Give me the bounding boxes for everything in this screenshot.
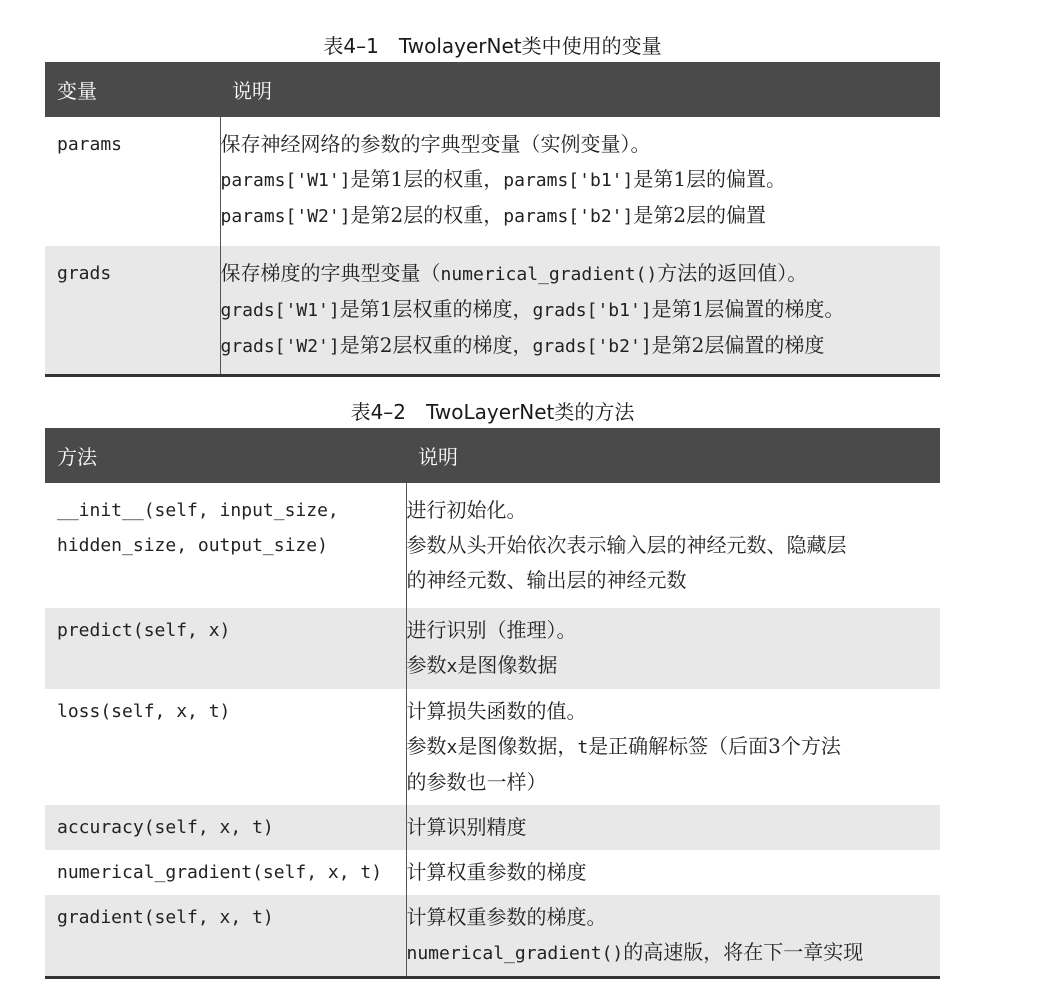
description-line — [407, 648, 941, 684]
text-fragment: 保存神经网络的参数的字典型变量（实例变量）。 — [220, 132, 651, 156]
variable-name: params — [57, 134, 123, 155]
text-fragment: 的高速版，将在下一章实现 — [623, 940, 864, 964]
code-fragment: grads['W2'] — [220, 336, 340, 357]
method-name-cell — [45, 483, 406, 608]
code-fragment: params['W2'] — [220, 206, 351, 227]
method-name-cell — [45, 895, 406, 978]
table-header-row — [45, 428, 940, 483]
table-row — [45, 805, 940, 850]
text-fragment: 是正确解标签（后面3个方法 — [588, 734, 841, 758]
text-fragment: 参数 — [406, 734, 447, 758]
method-signature: predict(self, x) — [57, 620, 231, 641]
table-row — [45, 608, 940, 689]
code-fragment: params['b1'] — [503, 170, 634, 191]
method-description-cell — [406, 850, 940, 895]
method-signature: __init__(self, input_size, — [57, 500, 339, 521]
text-fragment: 方法的返回值）。 — [657, 261, 808, 285]
text-fragment: 是第2层的权重， — [350, 203, 504, 227]
code-fragment: params['b2'] — [503, 206, 634, 227]
method-signature: accuracy(self, x, t) — [57, 817, 274, 838]
text-fragment: 是第1层的偏置。 — [633, 167, 787, 191]
text-fragment: 是第1层的权重， — [350, 167, 504, 191]
text-fragment: 是第1层偏置的梯度。 — [651, 297, 845, 321]
table2-caption: 表4–2 TwoLayerNet类的方法 — [350, 400, 635, 424]
variables-table — [45, 62, 940, 377]
text-fragment: 进行识别（推理）。 — [406, 618, 577, 642]
method-name-cell — [45, 850, 406, 895]
column-header-variable: 变量 — [45, 62, 220, 117]
text-fragment: 进行初始化。 — [406, 498, 527, 522]
code-fragment: t — [577, 737, 589, 758]
text-fragment: 参数从头开始依次表示输入层的神经元数、隐藏层 — [406, 533, 847, 557]
description-line — [407, 694, 941, 729]
table-row — [45, 850, 940, 895]
description-line — [407, 765, 941, 800]
column-header-description: 说明 — [220, 62, 940, 117]
text-fragment: 计算权重参数的梯度 — [406, 860, 587, 884]
text-fragment: 是图像数据， — [457, 734, 578, 758]
description-line — [407, 900, 941, 935]
description-line — [407, 855, 941, 890]
text-fragment: 计算损失函数的值。 — [406, 699, 587, 723]
method-description-cell — [406, 805, 940, 850]
variable-description-cell — [220, 117, 940, 246]
text-fragment: 的参数也一样） — [406, 770, 547, 794]
text-fragment: 的神经元数、输出层的神经元数 — [406, 568, 687, 592]
code-fragment: grads['W1'] — [220, 300, 340, 321]
code-fragment: x — [446, 737, 458, 758]
method-name-cell — [45, 689, 406, 805]
code-fragment: x — [446, 656, 458, 677]
text-fragment: 是第2层权重的梯度， — [339, 333, 533, 357]
code-fragment: numerical_gradient() — [406, 943, 624, 964]
description-line — [221, 127, 941, 162]
method-name-cell — [45, 805, 406, 850]
column-header-description: 说明 — [406, 428, 940, 483]
table-row — [45, 895, 940, 978]
variable-name-cell — [45, 117, 220, 246]
method-description-cell — [406, 689, 940, 805]
description-line — [407, 935, 941, 971]
description-line — [221, 198, 941, 234]
code-fragment: params['W1'] — [220, 170, 351, 191]
description-line — [221, 328, 941, 364]
method-description-cell — [406, 483, 940, 608]
code-fragment: grads['b1'] — [532, 300, 652, 321]
description-line — [407, 729, 941, 765]
method-signature: hidden_size, output_size) — [57, 535, 328, 556]
code-fragment: grads['b2'] — [532, 336, 652, 357]
table-row — [45, 689, 940, 805]
text-fragment: 是第2层的偏置 — [633, 203, 767, 227]
code-fragment: numerical_gradient() — [440, 264, 658, 285]
description-line — [407, 810, 941, 845]
text-fragment: 保存梯度的字典型变量（ — [220, 261, 441, 285]
text-fragment: 是第1层权重的梯度， — [339, 297, 533, 321]
text-fragment: 参数 — [406, 653, 447, 677]
method-signature: gradient(self, x, t) — [57, 907, 274, 928]
method-signature: loss(self, x, t) — [57, 701, 231, 722]
table-row — [45, 483, 940, 608]
description-line — [407, 613, 941, 648]
table-header-row — [45, 62, 940, 117]
description-line — [407, 493, 941, 528]
table1-caption: 表4–1 TwolayerNet类中使用的变量 — [323, 34, 662, 58]
text-fragment: 计算权重参数的梯度。 — [406, 905, 607, 929]
variable-name: grads — [57, 263, 112, 284]
description-line — [221, 162, 941, 198]
methods-table — [45, 428, 940, 979]
text-fragment: 是第2层偏置的梯度 — [651, 333, 825, 357]
method-signature: numerical_gradient(self, x, t) — [57, 862, 383, 883]
description-line — [407, 528, 941, 563]
text-fragment: 计算识别精度 — [406, 815, 527, 839]
method-description-cell — [406, 895, 940, 978]
table-row — [45, 117, 940, 246]
variable-name-cell — [45, 246, 220, 376]
description-line — [221, 292, 941, 328]
method-description-cell — [406, 608, 940, 689]
description-line — [221, 256, 941, 292]
column-header-method: 方法 — [45, 428, 406, 483]
description-line — [407, 563, 941, 598]
table-row — [45, 246, 940, 376]
variable-description-cell — [220, 246, 940, 376]
method-name-cell — [45, 608, 406, 689]
text-fragment: 是图像数据 — [457, 653, 558, 677]
